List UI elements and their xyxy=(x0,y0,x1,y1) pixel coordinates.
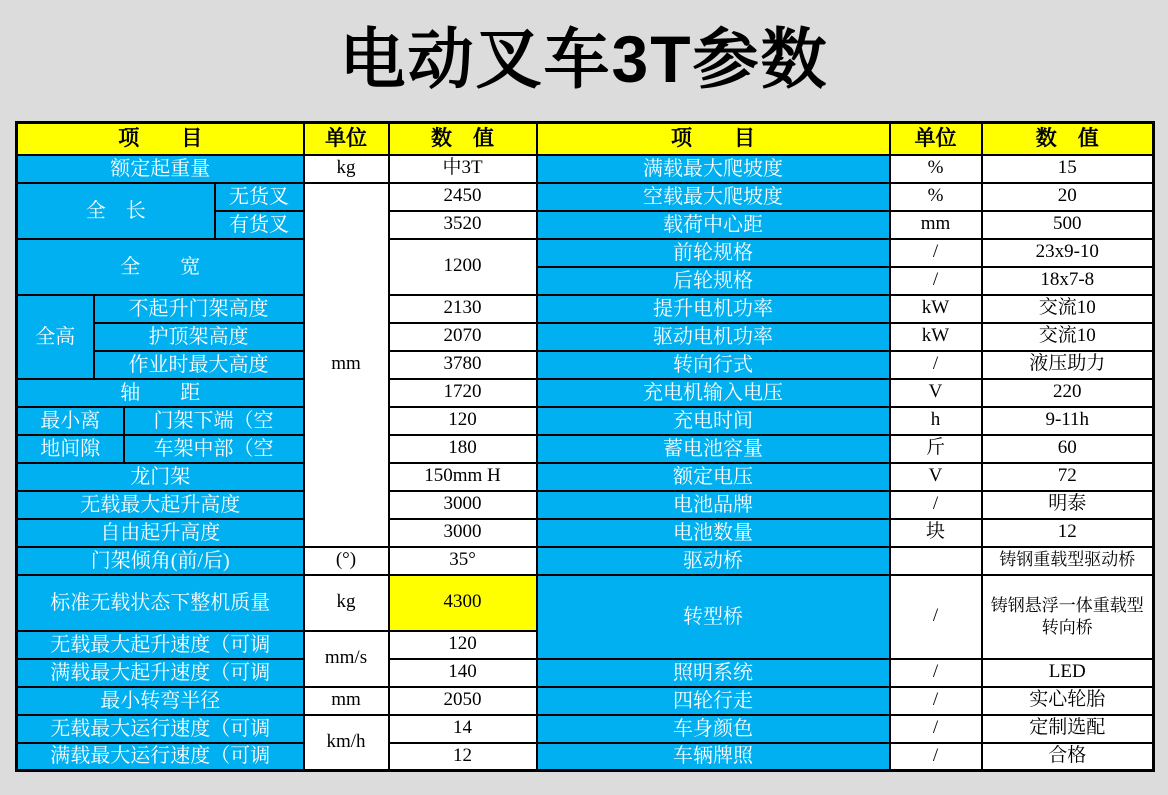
table-row xyxy=(17,575,1154,603)
length-item: 全 长 xyxy=(17,183,215,239)
header-unit-right: 单位 xyxy=(890,123,982,155)
lift-speed-unloaded-item: 无载最大起升速度（可调 xyxy=(17,631,304,659)
tilt-item: 门架倾角(前/后) xyxy=(17,547,304,575)
table-row xyxy=(17,183,1154,211)
table-row xyxy=(17,519,1154,547)
travel-speed-unit: km/h xyxy=(304,715,389,771)
header-item-left: 项 目 xyxy=(17,123,304,155)
front-tyre-value: 23x9-10 xyxy=(982,239,1154,267)
length-fork-label: 有货叉 xyxy=(215,211,304,239)
height-overhead-guard-value: 2070 xyxy=(389,323,537,351)
gradeability-loaded-item: 满载最大爬坡度 xyxy=(537,155,890,183)
battery-capacity-unit: 斤 xyxy=(890,435,982,463)
table-row xyxy=(17,239,1154,267)
page-title: 电动叉车3T参数 xyxy=(339,22,829,96)
body-color-unit: / xyxy=(890,715,982,743)
weight-unit: kg xyxy=(304,575,389,631)
steering-value: 液压助力 xyxy=(982,351,1154,379)
gantry-item: 龙门架 xyxy=(17,463,304,491)
free-lift-item: 自由起升高度 xyxy=(17,519,304,547)
load-center-unit: mm xyxy=(890,211,982,239)
header-value-right: 数 值 xyxy=(982,123,1154,155)
wheels-item: 四轮行走 xyxy=(537,687,890,715)
max-lift-height-item: 无载最大起升高度 xyxy=(17,491,304,519)
rated-load-value: 中3T xyxy=(389,155,537,183)
table-row xyxy=(17,351,1154,379)
max-lift-height-value: 3000 xyxy=(389,491,537,519)
charger-voltage-item: 充电机输入电压 xyxy=(537,379,890,407)
travel-speed-loaded-item: 满载最大运行速度（可调 xyxy=(17,743,304,771)
height-mast-lowered-label: 不起升门架高度 xyxy=(94,295,304,323)
drive-motor-unit: kW xyxy=(890,323,982,351)
turning-radius-value: 2050 xyxy=(389,687,537,715)
table-row xyxy=(17,463,1154,491)
battery-count-item: 电池数量 xyxy=(537,519,890,547)
table-row xyxy=(17,491,1154,519)
gradeability-unloaded-item: 空载最大爬坡度 xyxy=(537,183,890,211)
battery-brand-item: 电池品牌 xyxy=(537,491,890,519)
battery-capacity-item: 蓄电池容量 xyxy=(537,435,890,463)
length-no-fork-label: 无货叉 xyxy=(215,183,304,211)
turning-radius-item: 最小转弯半径 xyxy=(17,687,304,715)
lift-speed-loaded-value: 140 xyxy=(389,659,537,687)
drive-motor-value: 交流10 xyxy=(982,323,1154,351)
lighting-item: 照明系统 xyxy=(537,659,890,687)
clearance-label-2: 地间隙 xyxy=(17,435,124,463)
height-mast-lowered-value: 2130 xyxy=(389,295,537,323)
rated-voltage-value: 72 xyxy=(982,463,1154,491)
gantry-value: 150mm H xyxy=(389,463,537,491)
license-item: 车辆牌照 xyxy=(537,743,890,771)
steering-unit: / xyxy=(890,351,982,379)
table-row xyxy=(17,547,1154,575)
tilt-unit: (°) xyxy=(304,547,389,575)
gradeability-loaded-value: 15 xyxy=(982,155,1154,183)
table-row xyxy=(17,407,1154,435)
height-item: 全高 xyxy=(17,295,94,379)
lift-motor-unit: kW xyxy=(890,295,982,323)
load-center-value: 500 xyxy=(982,211,1154,239)
height-max-working-label: 作业时最大高度 xyxy=(94,351,304,379)
table-row xyxy=(17,743,1154,771)
table-row xyxy=(17,715,1154,743)
steering-item: 转向行式 xyxy=(537,351,890,379)
wheelbase-value: 1720 xyxy=(389,379,537,407)
header-item-right: 项 目 xyxy=(537,123,890,155)
weight-value-highlighted: 4300 xyxy=(389,575,537,631)
rear-tyre-item: 后轮规格 xyxy=(537,267,890,295)
table-row xyxy=(17,323,1154,351)
free-lift-value: 3000 xyxy=(389,519,537,547)
header-unit-left: 单位 xyxy=(304,123,389,155)
charger-voltage-unit: V xyxy=(890,379,982,407)
clearance-frame-label: 车架中部（空 xyxy=(124,435,304,463)
battery-count-value: 12 xyxy=(982,519,1154,547)
table-row xyxy=(17,659,1154,687)
body-color-item: 车身颜色 xyxy=(537,715,890,743)
drive-axle-value: 铸钢重载型驱动桥 xyxy=(982,547,1154,575)
width-item: 全 宽 xyxy=(17,239,304,295)
charge-time-item: 充电时间 xyxy=(537,407,890,435)
tilt-value: 35° xyxy=(389,547,537,575)
height-max-working-value: 3780 xyxy=(389,351,537,379)
charger-voltage-value: 220 xyxy=(982,379,1154,407)
travel-speed-unloaded-value: 14 xyxy=(389,715,537,743)
table-row xyxy=(17,295,1154,323)
spec-table xyxy=(15,121,1155,772)
header-value-left: 数 值 xyxy=(389,123,537,155)
dimension-unit: mm xyxy=(304,183,389,547)
rear-tyre-value: 18x7-8 xyxy=(982,267,1154,295)
weight-item: 标准无载状态下整机质量 xyxy=(17,575,304,631)
length-no-fork-value: 2450 xyxy=(389,183,537,211)
header-row xyxy=(17,123,1154,155)
clearance-frame-value: 180 xyxy=(389,435,537,463)
lift-speed-unloaded-value: 120 xyxy=(389,631,537,659)
lift-speed-unit: mm/s xyxy=(304,631,389,687)
license-unit: / xyxy=(890,743,982,771)
rated-load-unit: kg xyxy=(304,155,389,183)
length-fork-value: 3520 xyxy=(389,211,537,239)
height-overhead-guard-label: 护顶架高度 xyxy=(94,323,304,351)
license-value: 合格 xyxy=(982,743,1154,771)
table-row xyxy=(17,435,1154,463)
table-row xyxy=(17,687,1154,715)
rated-voltage-unit: V xyxy=(890,463,982,491)
wheelbase-item: 轴 距 xyxy=(17,379,304,407)
clearance-label-1: 最小离 xyxy=(17,407,124,435)
table-row xyxy=(17,155,1154,183)
front-tyre-item: 前轮规格 xyxy=(537,239,890,267)
battery-count-unit: 块 xyxy=(890,519,982,547)
lighting-value: LED xyxy=(982,659,1154,687)
battery-capacity-value: 60 xyxy=(982,435,1154,463)
width-value: 1200 xyxy=(389,239,537,295)
wheels-value: 实心轮胎 xyxy=(982,687,1154,715)
lift-speed-loaded-item: 满载最大起升速度（可调 xyxy=(17,659,304,687)
steer-axle-item: 转型桥 xyxy=(537,575,890,659)
wheels-unit: / xyxy=(890,687,982,715)
steer-axle-unit: / xyxy=(890,575,982,659)
rated-voltage-item: 额定电压 xyxy=(537,463,890,491)
drive-axle-unit xyxy=(890,547,982,575)
lift-motor-item: 提升电机功率 xyxy=(537,295,890,323)
drive-axle-item: 驱动桥 xyxy=(537,547,890,575)
battery-brand-value: 明泰 xyxy=(982,491,1154,519)
gradeability-unloaded-value: 20 xyxy=(982,183,1154,211)
travel-speed-unloaded-item: 无载最大运行速度（可调 xyxy=(17,715,304,743)
gradeability-loaded-unit: % xyxy=(890,155,982,183)
charge-time-unit: h xyxy=(890,407,982,435)
drive-motor-item: 驱动电机功率 xyxy=(537,323,890,351)
clearance-mast-value: 120 xyxy=(389,407,537,435)
rear-tyre-unit: / xyxy=(890,267,982,295)
turning-radius-unit: mm xyxy=(304,687,389,715)
travel-speed-loaded-value: 12 xyxy=(389,743,537,771)
rated-load-item: 额定起重量 xyxy=(17,155,304,183)
lighting-unit: / xyxy=(890,659,982,687)
load-center-item: 载荷中心距 xyxy=(537,211,890,239)
front-tyre-unit: / xyxy=(890,239,982,267)
steer-axle-value: 铸钢悬浮一体重载型转向桥 xyxy=(982,575,1154,659)
battery-brand-unit: / xyxy=(890,491,982,519)
table-row xyxy=(17,379,1154,407)
charge-time-value: 9-11h xyxy=(982,407,1154,435)
clearance-mast-label: 门架下端（空 xyxy=(124,407,304,435)
body-color-value: 定制选配 xyxy=(982,715,1154,743)
gradeability-unloaded-unit: % xyxy=(890,183,982,211)
lift-motor-value: 交流10 xyxy=(982,295,1154,323)
